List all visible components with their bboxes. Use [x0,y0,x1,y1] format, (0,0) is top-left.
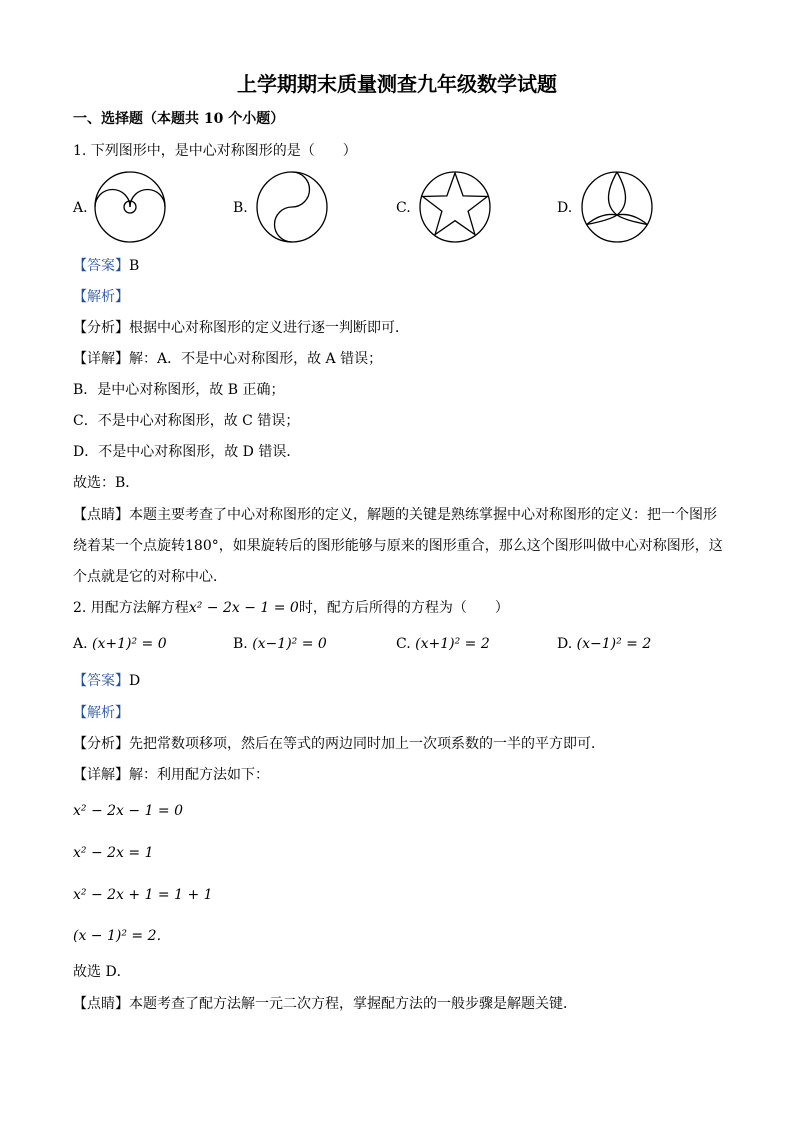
section-heading: 一、选择题（本题共 10 个小题） [73,111,285,127]
q2-xiangjie-tag: 【详解】 [73,767,129,783]
figure-b [255,170,329,244]
fenxi-tag: 【分析】 [73,320,129,336]
figure-a [93,170,167,244]
xiangjie-line-q2 [73,766,269,784]
q2-stem-suffix: 时，配方后所得的方程为（ ） [298,600,509,616]
xiangjie-line-2: B．是中心对称图形，故 B 正确； [73,382,285,398]
star-in-circle-icon [418,170,492,244]
q2-option-b-label: B. [233,636,248,652]
q2-stem-equation: x² − 2x − 1 = 0 [188,600,299,616]
q2-option-d-expr: (x−1)² = 2 [576,636,652,652]
page-title: 上学期期末质量测查九年级数学试题 [237,72,557,96]
option-b-label: B. [233,200,248,216]
q2-stem-prefix: 2. 用配方法解方程 [73,600,189,616]
dianjing-text-1: 本题主要考查了中心对称图形的定义，解题的关键是熟练掌握中心对称图形的定义：把一个图形 [129,507,717,523]
dianjing-line-1 [73,506,717,524]
xiangjie-text: 解：A．不是中心对称图形，故 A 错误； [129,351,383,367]
xiangjie-line-3: C．不是中心对称图形，故 C 错误； [73,413,300,429]
circle-with-arcs-icon [93,170,167,244]
answer-line-2 [73,672,140,690]
three-petal-icon [580,170,654,244]
q2-choose: 故选 D． [73,964,131,980]
q2-answer-tag: 【答案】 [73,673,129,689]
q2-xiangjie-text: 解：利用配方法如下： [129,767,269,783]
q2-analysis-tag: 【解析】 [73,705,129,721]
q2-dianjing-tag: 【点睛】 [73,996,129,1012]
figure-d [580,170,654,244]
option-a-label: A. [73,200,88,216]
xiangjie-line-5: 故选：B． [73,475,140,491]
analysis-heading-2 [73,704,129,722]
q2-option-b-expr: (x−1)² = 0 [252,636,327,652]
fenxi-line-2 [73,735,605,753]
fenxi-text: 根据中心对称图形的定义进行逐一判断即可． [129,320,409,336]
dianjing-line-3: 个点就是它的对称中心． [73,569,227,585]
q2-option-c [396,636,490,652]
dianjing-tag: 【点睛】 [73,507,129,523]
figure-c [418,170,492,244]
fenxi-line-1 [73,319,409,337]
q2-dianjing-text: 本题考查了配方法解一元二次方程，掌握配方法的一般步骤是解题关键． [129,996,577,1012]
q2-option-a [73,636,167,652]
dianjing-line-2: 绕着某一个点旋转180°，如果旋转后的图形能够与原来的图形重合，那么这个图形叫做中心对称图形，这 [73,538,723,554]
xiangjie-tag: 【详解】 [73,351,129,367]
answer-line-1 [73,257,139,275]
q2-option-d-label: D. [557,636,573,652]
q2-option-a-expr: (x+1)² = 0 [92,636,167,652]
question-1-stem: 1. 下列图形中，是中心对称图形的是（ ） [73,143,357,159]
q2-answer-value: D [129,673,141,689]
answer-value: B [129,258,140,274]
option-c-label: C. [396,200,411,216]
q2-step-2: x² − 2x = 1 [73,845,154,861]
analysis-tag: 【解析】 [73,289,129,305]
answer-tag: 【答案】 [73,258,129,274]
q2-option-b [233,636,327,652]
xiangjie-line-1 [73,350,382,368]
q2-option-d [557,636,651,652]
xiangjie-line-4: D．不是中心对称图形，故 D 错误． [73,444,301,460]
q2-step-4: (x − 1)² = 2． [73,928,171,944]
dianjing-line-q2 [73,995,577,1013]
yin-yang-icon [255,170,329,244]
q2-option-c-expr: (x+1)² = 2 [415,636,490,652]
question-2-stem [73,599,509,617]
analysis-heading-1 [73,288,129,306]
q2-fenxi-tag: 【分析】 [73,736,129,752]
q2-option-a-label: A. [73,636,88,652]
q2-step-3: x² − 2x + 1 = 1 + 1 [73,887,213,903]
q2-step-1: x² − 2x − 1 = 0 [73,803,184,819]
q2-fenxi-text: 先把常数项移项，然后在等式的两边同时加上一次项系数的一半的平方即可． [129,736,605,752]
option-d-label: D. [557,200,573,216]
q2-option-c-label: C. [396,636,411,652]
